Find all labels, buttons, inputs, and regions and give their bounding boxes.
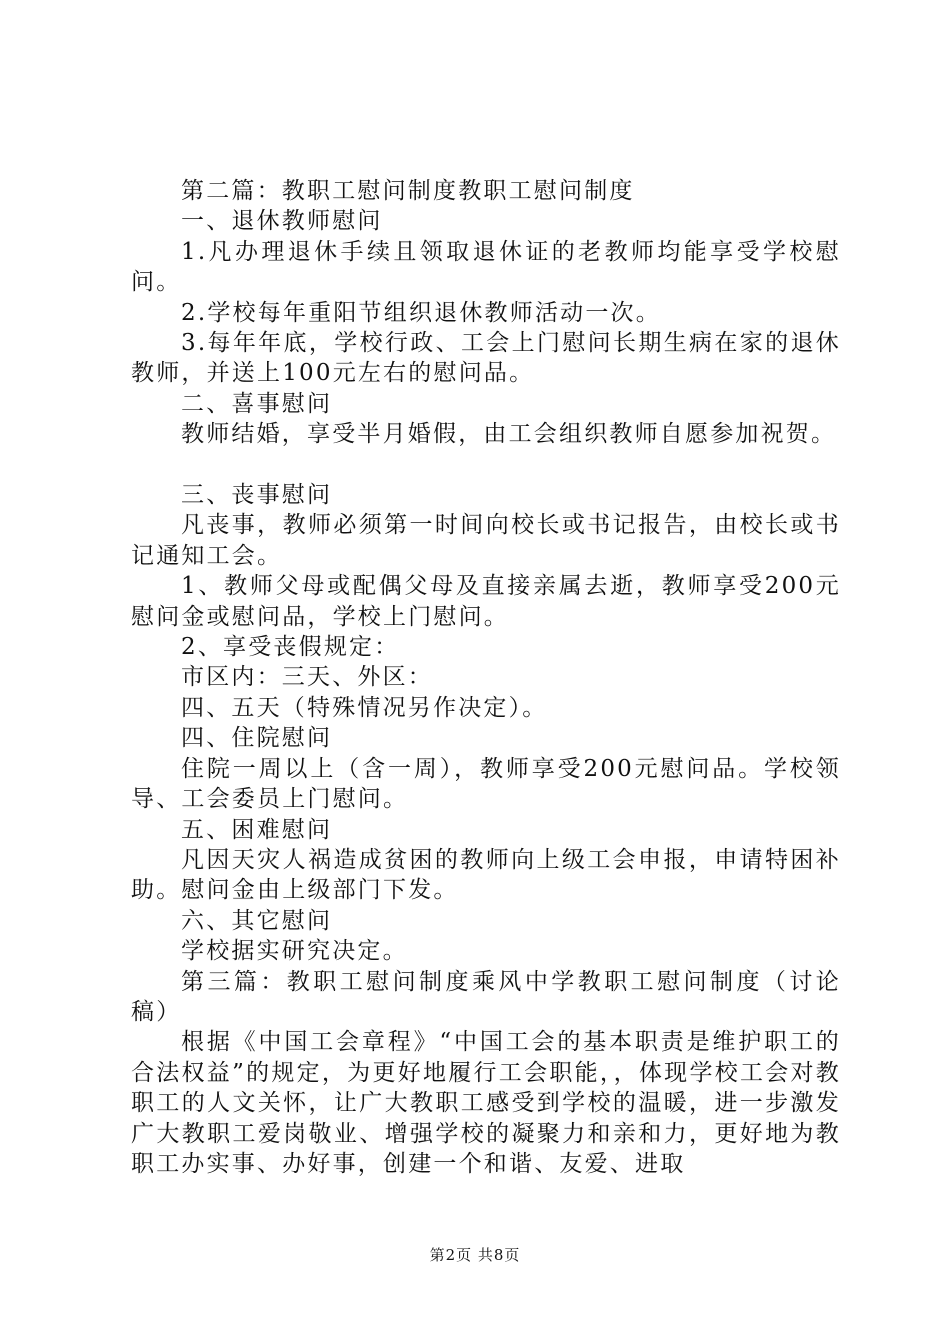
heading: 二、喜事慰问	[181, 390, 333, 417]
paragraph: 1、教师父母或配偶父母及直接亲属去逝，教师享受200元慰问金或慰问品，学校上门慰问。	[131, 573, 841, 630]
section-title: 第二篇：教职工慰问制度教职工慰问制度	[181, 178, 635, 204]
paragraph: 学校据实研究决定。	[181, 938, 408, 965]
paragraph: 3.每年年底，学校行政、工会上门慰问长期生病在家的退休教师，并送上100元左右的慰问品。	[131, 330, 841, 387]
paragraph: 凡因天灾人祸造成贫困的教师向上级工会申报，申请特困补助。慰问金由上级部门下发。	[131, 846, 841, 904]
paragraph: 住院一周以上（含一周），教师享受200元慰问品。学校领导、工会委员上门慰问。	[131, 755, 841, 813]
paragraph: 教师结婚，享受半月婚假，由工会组织教师自愿参加祝贺。	[181, 421, 837, 448]
paragraph: 2.学校每年重阳节组织退休教师活动一次。	[181, 299, 661, 326]
paragraph: 根据《中国工会章程》“中国工会的基本职责是维护职工的合法权益”的规定，为更好地履行工会职能，，体现学校工会对教职工的人文关怀，让广大教职工感受到学校的温暖，进一步激发广大教职工爱岗敬业、增强学校的凝聚力和亲和力，更好地为教职工办实事、办好事，创建一个和谐、友爱、进取	[131, 1029, 841, 1177]
heading: 四、住院慰问	[181, 725, 333, 752]
paragraph: 2、享受丧假规定：	[181, 634, 400, 661]
heading: 三、丧事慰问	[181, 482, 333, 509]
heading: 一、退休教师慰问	[181, 208, 383, 235]
heading: 五、困难慰问	[181, 816, 333, 843]
section-title: 第三篇：教职工慰问制度乘风中学教职工慰问制度（讨论稿）	[131, 968, 841, 1025]
page-footer: 第2页 共8页	[429, 1246, 521, 1264]
paragraph: 四、五天（特殊情况另作决定）。	[181, 694, 548, 721]
document-body	[131, 176, 841, 1179]
heading: 六、其它慰问	[181, 907, 333, 934]
paragraph: 凡丧事，教师必须第一时间向校长或书记报告，由校长或书记通知工会。	[131, 512, 841, 569]
paragraph: 1.凡办理退休手续且领取退休证的老教师均能享受学校慰问。	[131, 238, 841, 296]
paragraph: 市区内：三天、外区：	[181, 664, 433, 691]
blank-line	[131, 450, 841, 480]
